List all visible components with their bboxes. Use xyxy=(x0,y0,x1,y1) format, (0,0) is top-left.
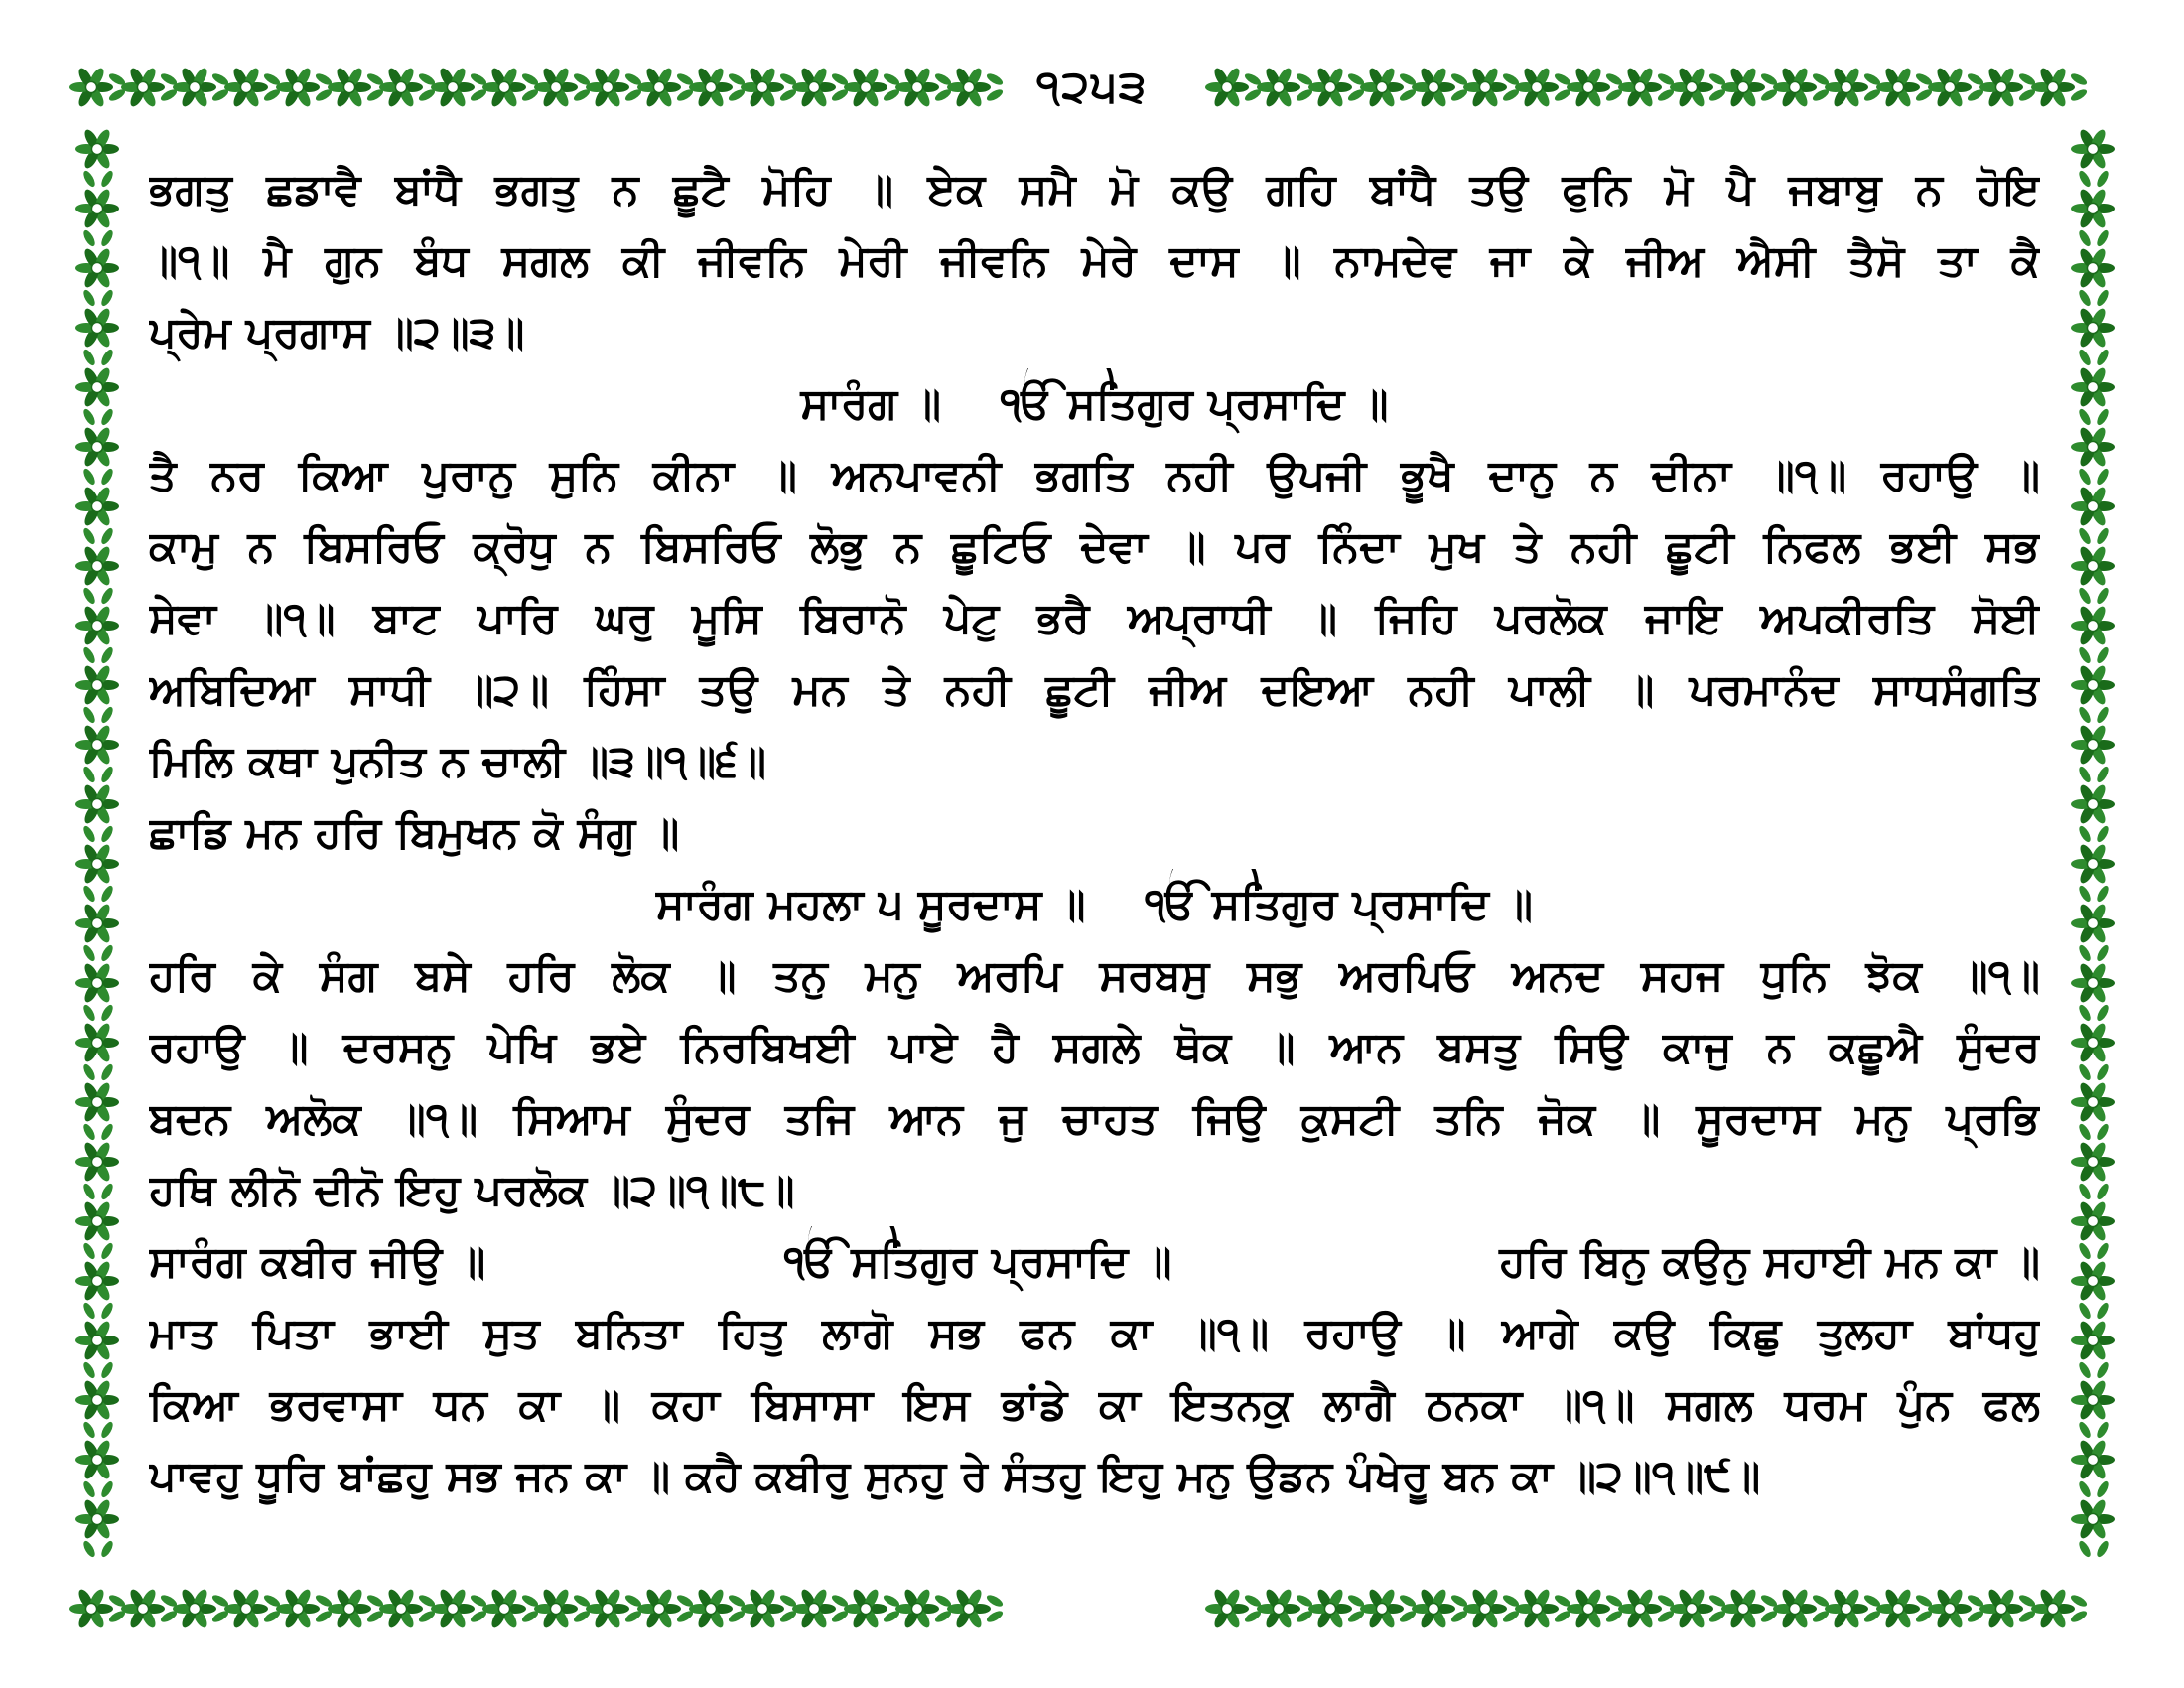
flower-icon xyxy=(2071,1259,2115,1302)
flower-icon xyxy=(75,246,119,289)
flower-icon xyxy=(1979,66,2023,108)
flower-icon xyxy=(1463,1587,1507,1629)
leaf-icon xyxy=(99,1360,115,1380)
flower-icon xyxy=(1515,1587,1559,1629)
leaf-icon xyxy=(2077,288,2093,308)
flower-icon xyxy=(741,1587,784,1629)
leaf-icon xyxy=(2095,586,2111,606)
leaf-icon xyxy=(2095,169,2111,189)
flower-icon xyxy=(2071,902,2115,944)
leaf-icon xyxy=(99,1062,115,1082)
flower-icon xyxy=(895,66,939,108)
leaf-icon xyxy=(99,645,115,665)
text-line: ਕਾਮੁ ਨ ਬਿਸਰਿਓ ਕ੍ਰੋਧੁ ਨ ਬਿਸਰਿਓ ਲੋਭੁ ਨ ਛੂਟਿਓ ਦੇਵਾ ॥ ਪਰ ਨਿੰਦਾ ਮੁਖ ਤੇ ਨਹੀ ਛੂਟੀ ਨਿਫਲ ਭਈ ਸਭ xyxy=(149,522,2040,572)
mangal-text: ੴ ਸਤਿਗੁਰ ਪ੍ਰਸਾਦਿ ॥ xyxy=(1001,379,1389,429)
flower-icon xyxy=(75,306,119,349)
leaf-icon xyxy=(99,943,115,963)
flower-icon xyxy=(1567,1587,1610,1629)
flower-icon xyxy=(173,1587,216,1629)
flower-icon xyxy=(75,425,119,468)
leaf-icon xyxy=(2095,348,2111,367)
flower-icon xyxy=(75,902,119,944)
leaf-icon xyxy=(81,1182,97,1201)
leaf-icon xyxy=(99,1182,115,1201)
leaf-icon xyxy=(81,586,97,606)
leaf-icon xyxy=(2077,1479,2093,1499)
flower-icon xyxy=(2071,425,2115,468)
leaf-icon xyxy=(81,467,97,487)
flower-icon xyxy=(431,66,475,108)
leaf-icon xyxy=(81,943,97,963)
leaf-icon xyxy=(2077,1241,2093,1261)
flower-icon xyxy=(2031,66,2075,108)
leaf-icon xyxy=(2077,1539,2093,1559)
flower-icon xyxy=(1412,66,1455,108)
leaf-icon xyxy=(81,348,97,367)
leaf-icon xyxy=(99,1241,115,1261)
scripture-text xyxy=(149,154,2040,1512)
rahao-line: ਹਰਿ ਬਿਨੁ ਕਉਨੁ ਸਹਾਈ ਮਨ ਕਾ ॥ xyxy=(1499,1237,2040,1287)
leaf-icon xyxy=(2095,1003,2111,1023)
leaf-icon xyxy=(2095,1479,2111,1499)
flower-icon xyxy=(2071,365,2115,408)
ek-onkar-arc-icon xyxy=(808,1226,897,1248)
leaf-icon xyxy=(99,586,115,606)
flower-icon xyxy=(328,66,371,108)
text-line: ਮਿਲਿ ਕਥਾ ਪੁਨੀਤ ਨ ਚਾਲੀ ॥੩॥੧॥੬॥ xyxy=(149,737,766,786)
flower-icon xyxy=(1825,1587,1868,1629)
leaf-icon xyxy=(2095,1420,2111,1440)
leaf-icon xyxy=(99,526,115,546)
mangal-invocation xyxy=(784,1226,1171,1298)
leaf-icon xyxy=(2077,228,2093,248)
mangal-text: ੴ ਸਤਿਗੁਰ ਪ੍ਰਸਾਦਿ ॥ xyxy=(784,1237,1172,1287)
flower-icon xyxy=(1721,66,1765,108)
leaf-icon xyxy=(81,1122,97,1142)
leaf-icon xyxy=(2095,1241,2111,1261)
flower-icon xyxy=(224,66,268,108)
leaf-icon xyxy=(99,1003,115,1023)
flower-icon xyxy=(1412,1587,1455,1629)
leaf-icon xyxy=(99,228,115,248)
flower-icon xyxy=(2071,187,2115,229)
leaf-icon xyxy=(2095,884,2111,904)
flower-icon xyxy=(431,1587,475,1629)
flower-icon xyxy=(2071,1438,2115,1480)
flower-icon xyxy=(75,544,119,587)
leaf-icon xyxy=(2077,705,2093,725)
flower-icon xyxy=(276,1587,320,1629)
flower-icon xyxy=(173,66,216,108)
leaf-icon xyxy=(2077,586,2093,606)
flower-icon xyxy=(1257,1587,1300,1629)
flower-icon xyxy=(1773,1587,1817,1629)
leaf-icon xyxy=(99,1479,115,1499)
leaf-icon xyxy=(99,705,115,725)
flower-icon xyxy=(792,1587,836,1629)
flower-icon xyxy=(947,1587,991,1629)
leaf-icon xyxy=(2077,1003,2093,1023)
flower-icon xyxy=(1876,66,1920,108)
text-line: ਪ੍ਰੇਮ ਪ੍ਰਗਾਸ ॥੨॥੩॥ xyxy=(149,308,525,357)
leaf-icon xyxy=(81,288,97,308)
flower-icon xyxy=(75,1378,119,1421)
flower-icon xyxy=(689,1587,733,1629)
leaf-icon xyxy=(2077,824,2093,844)
flower-icon xyxy=(534,66,578,108)
raag-title: ਸਾਰੰਗ ਕਬੀਰ ਜੀਉ ॥ xyxy=(149,1237,486,1287)
flower-icon xyxy=(1360,66,1404,108)
flower-icon xyxy=(1721,1587,1765,1629)
flower-icon xyxy=(69,66,113,108)
flower-icon xyxy=(1928,1587,1972,1629)
text-line: ਪਾਵਹੁ ਧੂਰਿ ਬਾਂਛਹੁ ਸਭ ਜਨ ਕਾ ॥ ਕਹੈ ਕਬੀਰੁ ਸੁਨਹੁ ਰੇ ਸੰਤਹੁ ਇਹੁ ਮਨੁ ਉਡਨ ਪੰਖੇਰੂ ਬਨ ਕਾ ॥੨॥੧॥੯॥ xyxy=(149,1452,1761,1501)
flower-icon xyxy=(75,961,119,1004)
flower-icon xyxy=(844,66,887,108)
section-heading xyxy=(149,869,2040,940)
flower-icon xyxy=(69,1587,113,1629)
flower-icon xyxy=(1825,66,1868,108)
leaf-icon xyxy=(81,705,97,725)
leaf-icon xyxy=(99,467,115,487)
leaf-icon xyxy=(2077,1360,2093,1380)
flower-icon xyxy=(2071,485,2115,527)
flower-icon xyxy=(121,66,165,108)
flower-icon xyxy=(2071,663,2115,706)
flower-icon xyxy=(2071,1080,2115,1123)
leaf-icon xyxy=(81,645,97,665)
leaf-icon xyxy=(81,1003,97,1023)
flower-icon xyxy=(2071,246,2115,289)
flower-icon xyxy=(1257,66,1300,108)
flower-icon xyxy=(482,1587,526,1629)
flower-icon xyxy=(1773,66,1817,108)
leaf-icon xyxy=(81,1062,97,1082)
leaf-icon xyxy=(2077,645,2093,665)
leaf-icon xyxy=(2077,1420,2093,1440)
leaf-icon xyxy=(2077,943,2093,963)
leaf-icon xyxy=(2077,765,2093,784)
flower-icon xyxy=(328,1587,371,1629)
flower-icon xyxy=(1928,66,1972,108)
leaf-icon xyxy=(99,765,115,784)
flower-icon xyxy=(741,66,784,108)
text-line: ਛਾਡਿ ਮਨ ਹਰਿ ਬਿਮੁਖਨ ਕੋ ਸੰਗੁ ॥ xyxy=(149,808,680,858)
flower-icon xyxy=(2071,961,2115,1004)
flower-icon xyxy=(75,663,119,706)
leaf-icon xyxy=(2095,645,2111,665)
flower-icon xyxy=(2071,1140,2115,1183)
flower-icon xyxy=(75,842,119,885)
ek-onkar-arc-icon xyxy=(1169,869,1259,891)
flower-icon xyxy=(2071,1497,2115,1540)
flower-icon xyxy=(689,66,733,108)
leaf-icon xyxy=(2077,526,2093,546)
mangal-text: ੴ ਸਤਿਗੁਰ ਪ੍ਰਸਾਦਿ ॥ xyxy=(1145,880,1533,929)
flower-icon xyxy=(75,782,119,825)
leaf-icon xyxy=(2095,407,2111,427)
flower-icon xyxy=(844,1587,887,1629)
leaf-icon xyxy=(2077,1301,2093,1321)
leaf-icon xyxy=(2095,1539,2111,1559)
mangal-invocation xyxy=(1001,368,1388,440)
leaf-icon xyxy=(2095,1062,2111,1082)
flower-icon xyxy=(895,1587,939,1629)
flower-icon xyxy=(75,1140,119,1183)
flower-icon xyxy=(2071,1021,2115,1063)
flower-icon xyxy=(2071,604,2115,646)
flower-icon xyxy=(75,1259,119,1302)
flower-icon xyxy=(2071,1199,2115,1242)
leaf-icon xyxy=(2095,1182,2111,1201)
flower-icon xyxy=(2071,842,2115,885)
text-line: ਹਰਿ ਕੇ ਸੰਗ ਬਸੇ ਹਰਿ ਲੋਕ ॥ ਤਨੁ ਮਨੁ ਅਰਪਿ ਸਰਬਸੁ ਸਭੁ ਅਰਪਿਓ ਅਨਦ ਸਹਜ ਧੁਨਿ ਝੋਕ ॥੧॥ xyxy=(149,951,2040,1001)
raag-title: ਸਾਰੰਗ ॥ xyxy=(800,379,941,429)
text-line: ਸੇਵਾ ॥੧॥ ਬਾਟ ਪਾਰਿ ਘਰੁ ਮੂਸਿ ਬਿਰਾਨੋ ਪੇਟੁ ਭਰੈ ਅਪ੍ਰਾਧੀ ॥ ਜਿਹਿ ਪਰਲੋਕ ਜਾਇ ਅਪਕੀਰਤਿ ਸੋਈ xyxy=(149,594,2040,643)
flower-icon xyxy=(379,1587,423,1629)
leaf-icon xyxy=(81,1241,97,1261)
text-line: ਕਿਆ ਭਰਵਾਸਾ ਧਨ ਕਾ ॥ ਕਹਾ ਬਿਸਾਸਾ ਇਸ ਭਾਂਡੇ ਕਾ ਇਤਨਕੁ ਲਾਗੈ ਠਨਕਾ ॥੧॥ ਸਗਲ ਧਰਮ ਪੁੰਨ ਫਲ xyxy=(149,1380,2040,1430)
leaf-icon xyxy=(99,1420,115,1440)
flower-icon xyxy=(75,1319,119,1361)
leaf-icon xyxy=(99,1301,115,1321)
flower-icon xyxy=(121,1587,165,1629)
leaf-icon xyxy=(99,288,115,308)
flower-icon xyxy=(276,66,320,108)
text-line: ਹਥਿ ਲੀਨੋ ਦੀਨੋ ਇਹੁ ਪਰਲੋਕ ॥੨॥੧॥੮॥ xyxy=(149,1166,795,1215)
leaf-icon xyxy=(81,824,97,844)
leaf-icon xyxy=(81,1479,97,1499)
leaf-icon xyxy=(81,407,97,427)
text-line: ਰਹਾਉ ॥ ਦਰਸਨੁ ਪੇਖਿ ਭਏ ਨਿਰਬਿਖਈ ਪਾਏ ਹੈ ਸਗਲੇ ਥੋਕ ॥ ਆਨ ਬਸਤੁ ਸਿਉ ਕਾਜੁ ਨ ਕਛੂਐ ਸੁੰਦਰ xyxy=(149,1023,2040,1072)
flower-icon xyxy=(1463,66,1507,108)
leaf-icon xyxy=(2095,467,2111,487)
flower-icon xyxy=(1670,66,1713,108)
flower-icon xyxy=(1618,1587,1662,1629)
leaf-icon xyxy=(2095,765,2111,784)
leaf-icon xyxy=(81,884,97,904)
leaf-icon xyxy=(81,526,97,546)
flower-icon xyxy=(75,1497,119,1540)
leaf-icon xyxy=(2095,228,2111,248)
flower-icon xyxy=(2071,544,2115,587)
flower-icon xyxy=(2071,127,2115,170)
leaf-icon xyxy=(2077,467,2093,487)
flower-icon xyxy=(1670,1587,1713,1629)
leaf-icon xyxy=(2095,1301,2111,1321)
flower-icon xyxy=(482,66,526,108)
flower-icon xyxy=(75,1080,119,1123)
text-line: ਅਬਿਦਿਆ ਸਾਧੀ ॥੨॥ ਹਿੰਸਾ ਤਉ ਮਨ ਤੇ ਨਹੀ ਛੂਟੀ ਜੀਅ ਦਇਆ ਨਹੀ ਪਾਲੀ ॥ ਪਰਮਾਨੰਦ ਸਾਧਸੰਗਤਿ xyxy=(149,665,2040,715)
flower-icon xyxy=(1618,66,1662,108)
leaf-icon xyxy=(2095,526,2111,546)
leaf-icon xyxy=(99,824,115,844)
raag-title: ਸਾਰੰਗ ਮਹਲਾ ੫ ਸੂਰਦਾਸ ॥ xyxy=(656,880,1086,929)
flower-icon xyxy=(75,365,119,408)
leaf-icon xyxy=(2077,884,2093,904)
text-line: ਬਦਨ ਅਲੋਕ ॥੧॥ ਸਿਆਮ ਸੁੰਦਰ ਤਜਿ ਆਨ ਜੁ ਚਾਹਤ ਜਿਉ ਕੁਸਟੀ ਤਨਿ ਜੋਕ ॥ ਸੂਰਦਾਸ ਮਨੁ ਪ੍ਰਭਿ xyxy=(149,1094,2040,1144)
flower-icon xyxy=(75,1199,119,1242)
leaf-icon xyxy=(81,169,97,189)
flower-icon xyxy=(637,66,681,108)
leaf-icon xyxy=(2077,1182,2093,1201)
page-number: ੧੨੫੩ xyxy=(1013,58,1171,117)
text-line: ਤੈ ਨਰ ਕਿਆ ਪੁਰਾਨੁ ਸੁਨਿ ਕੀਨਾ ॥ ਅਨਪਾਵਨੀ ਭਗਤਿ ਨਹੀ ਉਪਜੀ ਭੂਖੈ ਦਾਨੁ ਨ ਦੀਨਾ ॥੧॥ ਰਹਾਉ ॥ xyxy=(149,451,2040,500)
flower-icon xyxy=(75,1021,119,1063)
section-heading xyxy=(149,1226,2040,1298)
ek-onkar-arc-icon xyxy=(1024,368,1114,390)
flower-icon xyxy=(2031,1587,2075,1629)
flower-icon xyxy=(1979,1587,2023,1629)
leaf-icon xyxy=(99,407,115,427)
flower-icon xyxy=(586,66,629,108)
leaf-icon xyxy=(99,348,115,367)
flower-icon xyxy=(947,66,991,108)
leaf-icon xyxy=(2095,1122,2111,1142)
text-line: ॥੧॥ ਮੈ ਗੁਨ ਬੰਧ ਸਗਲ ਕੀ ਜੀਵਨਿ ਮੇਰੀ ਜੀਵਨਿ ਮੇਰੇ ਦਾਸ ॥ ਨਾਮਦੇਵ ਜਾ ਕੇ ਜੀਅ ਐਸੀ ਤੈਸੋ ਤਾ ਕੈ xyxy=(149,236,2040,286)
leaf-icon xyxy=(81,1539,97,1559)
flower-icon xyxy=(2071,1319,2115,1361)
flower-icon xyxy=(75,604,119,646)
leaf-icon xyxy=(2095,1360,2111,1380)
leaf-icon xyxy=(2095,824,2111,844)
leaf-icon xyxy=(81,228,97,248)
flower-icon xyxy=(1567,66,1610,108)
leaf-icon xyxy=(81,1301,97,1321)
flower-icon xyxy=(75,485,119,527)
flower-icon xyxy=(224,1587,268,1629)
leaf-icon xyxy=(2077,348,2093,367)
leaf-icon xyxy=(99,169,115,189)
flower-icon xyxy=(1876,1587,1920,1629)
flower-icon xyxy=(75,723,119,766)
leaf-icon xyxy=(81,765,97,784)
leaf-icon xyxy=(81,1420,97,1440)
flower-icon xyxy=(75,187,119,229)
flower-icon xyxy=(2071,723,2115,766)
mangal-invocation xyxy=(1146,869,1533,940)
leaf-icon xyxy=(81,1360,97,1380)
leaf-icon xyxy=(2077,407,2093,427)
leaf-icon xyxy=(2095,705,2111,725)
text-line: ਮਾਤ ਪਿਤਾ ਭਾਈ ਸੁਤ ਬਨਿਤਾ ਹਿਤੁ ਲਾਗੋ ਸਭ ਫਨ ਕਾ ॥੧॥ ਰਹਾਉ ॥ ਆਗੇ ਕਉ ਕਿਛੁ ਤੁਲਹਾ ਬਾਂਧਹੁ xyxy=(149,1309,2040,1358)
flower-icon xyxy=(379,66,423,108)
leaf-icon xyxy=(99,1122,115,1142)
leaf-icon xyxy=(2095,943,2111,963)
flower-icon xyxy=(1308,66,1352,108)
leaf-icon xyxy=(99,1539,115,1559)
leaf-icon xyxy=(2077,1062,2093,1082)
flower-icon xyxy=(75,1438,119,1480)
flower-icon xyxy=(2071,782,2115,825)
flower-icon xyxy=(2071,306,2115,349)
leaf-icon xyxy=(2095,288,2111,308)
leaf-icon xyxy=(2077,1122,2093,1142)
flower-icon xyxy=(637,1587,681,1629)
flower-icon xyxy=(1360,1587,1404,1629)
leaf-icon xyxy=(2077,169,2093,189)
section-heading xyxy=(149,368,2040,440)
flower-icon xyxy=(1308,1587,1352,1629)
flower-icon xyxy=(1515,66,1559,108)
text-line: ਭਗਤੁ ਛਡਾਵੈ ਬਾਂਧੈ ਭਗਤੁ ਨ ਛੂਟੈ ਮੋਹਿ ॥ ਏਕ ਸਮੈ ਮੋ ਕਉ ਗਹਿ ਬਾਂਧੈ ਤਉ ਫੁਨਿ ਮੋ ਪੈ ਜਬਾਬੁ ਨ ਹੋਇ xyxy=(149,165,2040,214)
flower-icon xyxy=(75,127,119,170)
leaf-icon xyxy=(99,884,115,904)
flower-icon xyxy=(586,1587,629,1629)
flower-icon xyxy=(1205,66,1249,108)
flower-icon xyxy=(2071,1378,2115,1421)
flower-icon xyxy=(534,1587,578,1629)
flower-icon xyxy=(1205,1587,1249,1629)
flower-icon xyxy=(792,66,836,108)
